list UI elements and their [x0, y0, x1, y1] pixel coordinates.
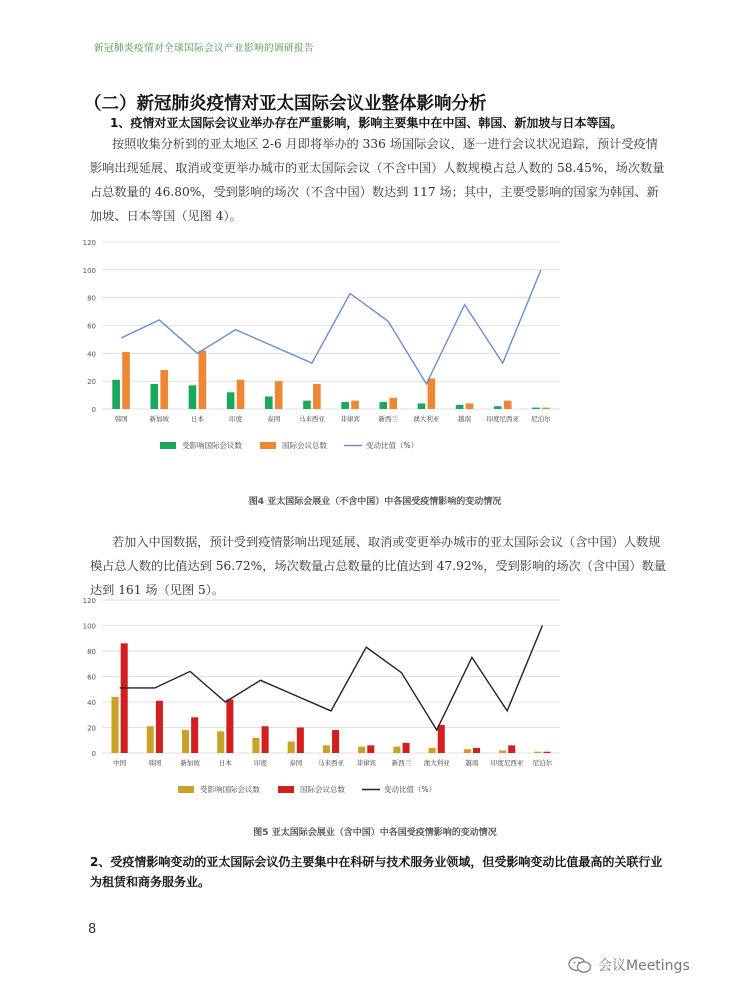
category-label: 韩国	[148, 759, 162, 767]
total-bar	[226, 699, 233, 753]
y-tick-label: 40	[87, 699, 96, 707]
legend-swatch	[260, 442, 276, 449]
watermark	[568, 955, 690, 975]
affected-bar	[393, 747, 400, 753]
affected-bar	[288, 742, 295, 753]
y-tick-label: 100	[82, 622, 96, 631]
y-tick-label: 120	[82, 597, 96, 605]
watermark-text: 会议Meetings	[598, 958, 690, 974]
y-tick-label: 0	[91, 406, 96, 414]
legend-swatch	[178, 786, 194, 793]
category-label: 尼泊尔	[531, 415, 551, 423]
figure4-svg	[80, 236, 570, 466]
page-number: 8	[88, 922, 97, 937]
affected-bar	[265, 396, 273, 409]
ratio-line	[121, 270, 541, 384]
y-tick-label: 80	[87, 648, 96, 656]
figure4-caption: 图4 亚太国际会展业（不含中国）中各国受疫情影响的变动情况	[248, 497, 502, 507]
total-bar	[275, 381, 283, 409]
y-tick-label: 80	[87, 294, 96, 303]
total-bar	[542, 408, 550, 409]
affected-bar	[112, 380, 120, 409]
point2-heading: 2、受疫情影响变动的亚太国际会议仍主要集中在科研与技术服务业领域，但受影响变动比值最高的关联行业为租赁和商务服务业。	[90, 855, 663, 889]
affected-bar	[499, 750, 506, 753]
category-label: 澳大利亚	[423, 759, 450, 767]
affected-bar	[532, 408, 540, 409]
affected-bar	[464, 749, 471, 753]
total-bar	[403, 743, 410, 753]
total-bar	[428, 378, 436, 409]
legend-swatch	[160, 442, 176, 449]
category-label: 新加坡	[149, 415, 169, 423]
total-bar	[367, 745, 374, 753]
category-label: 泰国	[267, 415, 281, 423]
point1-paragraph: 按照收集分析到的亚太地区 2-6 月即将举办的 336 场国际会议，逐一进行会议状况追踪，预计受疫情影响出现延展、取消或变更举办城市的亚太国际会议（不含中国）人数规模占总人数的 58.45%，场次数量占总数量的 46.80%，受到影响的场次（不含中国）数达到 117 场；其中，主要受影响的国家为韩国、新加坡、日本等国（见图 4）。	[90, 137, 665, 223]
legend-label: 国际会议总数	[282, 441, 327, 450]
y-tick-label: 120	[82, 239, 96, 247]
y-tick-label: 0	[91, 750, 96, 758]
total-bar	[351, 401, 359, 409]
total-bar	[121, 643, 128, 753]
total-bar	[191, 717, 198, 753]
category-label: 新西兰	[378, 415, 398, 423]
category-label: 菲律宾	[340, 415, 360, 423]
ratio-line	[120, 626, 543, 731]
category-label: 菲律宾	[356, 759, 376, 767]
figure5-caption: 图5 亚太国际会展业（含中国）中各国受疫情影响的变动情况	[253, 828, 497, 838]
category-label: 新西兰	[391, 759, 412, 767]
affected-bar	[189, 385, 197, 409]
category-label: 马来西亚	[318, 759, 344, 767]
affected-bar	[534, 752, 541, 753]
category-label: 马来西亚	[298, 415, 325, 423]
figure5-chart	[80, 596, 570, 808]
category-label: 泰国	[289, 759, 303, 767]
total-bar	[237, 380, 245, 409]
affected-bar	[379, 402, 387, 409]
affected-bar	[227, 392, 235, 409]
category-label: 新加坡	[180, 759, 200, 767]
category-label: 尼泊尔	[532, 759, 553, 767]
category-label: 印度尼西亚	[490, 759, 524, 767]
y-tick-label: 100	[82, 266, 96, 275]
total-bar	[389, 398, 397, 409]
affected-bar	[217, 731, 224, 753]
total-bar	[332, 730, 339, 753]
affected-bar	[323, 745, 330, 753]
total-bar	[122, 352, 130, 409]
total-bar	[543, 752, 550, 753]
category-label: 印度	[254, 759, 268, 767]
figure4-chart	[80, 236, 570, 466]
affected-bar	[456, 405, 464, 409]
legend-label: 受影响国际会议数	[200, 785, 260, 794]
affected-bar	[182, 730, 189, 753]
category-label: 日本	[190, 415, 204, 423]
wechat-icon	[568, 956, 592, 974]
total-bar	[156, 701, 163, 753]
category-label: 越南	[465, 759, 479, 767]
running-header: 新冠肺炎疫情对全球国际会议产业影响的调研报告	[94, 43, 315, 54]
legend-label: 变动比值（%）	[366, 441, 419, 450]
total-bar	[466, 403, 474, 409]
section-title: （二）新冠肺炎疫情对亚太国际会议业整体影响分析	[84, 94, 487, 114]
category-label: 澳大利亚	[413, 415, 440, 423]
y-tick-label: 40	[87, 350, 96, 359]
category-label: 日本	[218, 759, 232, 767]
affected-bar	[303, 401, 311, 409]
total-bar	[160, 370, 168, 409]
affected-bar	[358, 747, 365, 753]
affected-bar	[341, 402, 349, 409]
y-tick-label: 60	[87, 673, 96, 682]
category-label: 中国	[113, 759, 127, 767]
affected-bar	[112, 697, 119, 753]
affected-bar	[150, 384, 158, 409]
total-bar	[297, 728, 304, 754]
legend-label: 国际会议总数	[300, 785, 345, 794]
category-label: 印度	[229, 415, 243, 423]
total-bar	[438, 725, 445, 753]
total-bar	[504, 401, 512, 409]
y-tick-label: 20	[87, 724, 96, 733]
affected-bar	[429, 748, 436, 753]
legend-label: 受影响国际会议数	[182, 441, 242, 450]
figure5-svg	[80, 596, 570, 808]
y-tick-label: 60	[87, 322, 96, 331]
category-label: 印度尼西亚	[486, 415, 519, 423]
legend-label: 变动比值（%）	[384, 785, 437, 794]
affected-bar	[494, 406, 502, 409]
affected-bar	[252, 738, 259, 753]
total-bar	[262, 726, 269, 753]
legend-swatch	[278, 786, 294, 793]
y-tick-label: 20	[87, 378, 96, 387]
category-label: 韩国	[114, 415, 128, 423]
point1-heading: 1、疫情对亚太国际会议业举办存在严重影响，影响主要集中在中国、韩国、新加坡与日本等国。	[110, 116, 623, 130]
total-bar	[199, 351, 207, 409]
total-bar	[473, 748, 480, 753]
affected-bar	[418, 403, 426, 409]
total-bar	[508, 745, 515, 753]
paragraph2: 若加入中国数据，预计受到疫情影响出现延展、取消或变更举办城市的亚太国际会议（含中国）人数规模占总人数的比值达到 56.72%，场次数量占总数量的比值达到 47.92%，受到影响的场次（含中国）数量达到 161 场（见图 5）。	[90, 535, 667, 597]
affected-bar	[147, 726, 154, 753]
category-label: 越南	[458, 415, 472, 423]
total-bar	[313, 384, 321, 409]
